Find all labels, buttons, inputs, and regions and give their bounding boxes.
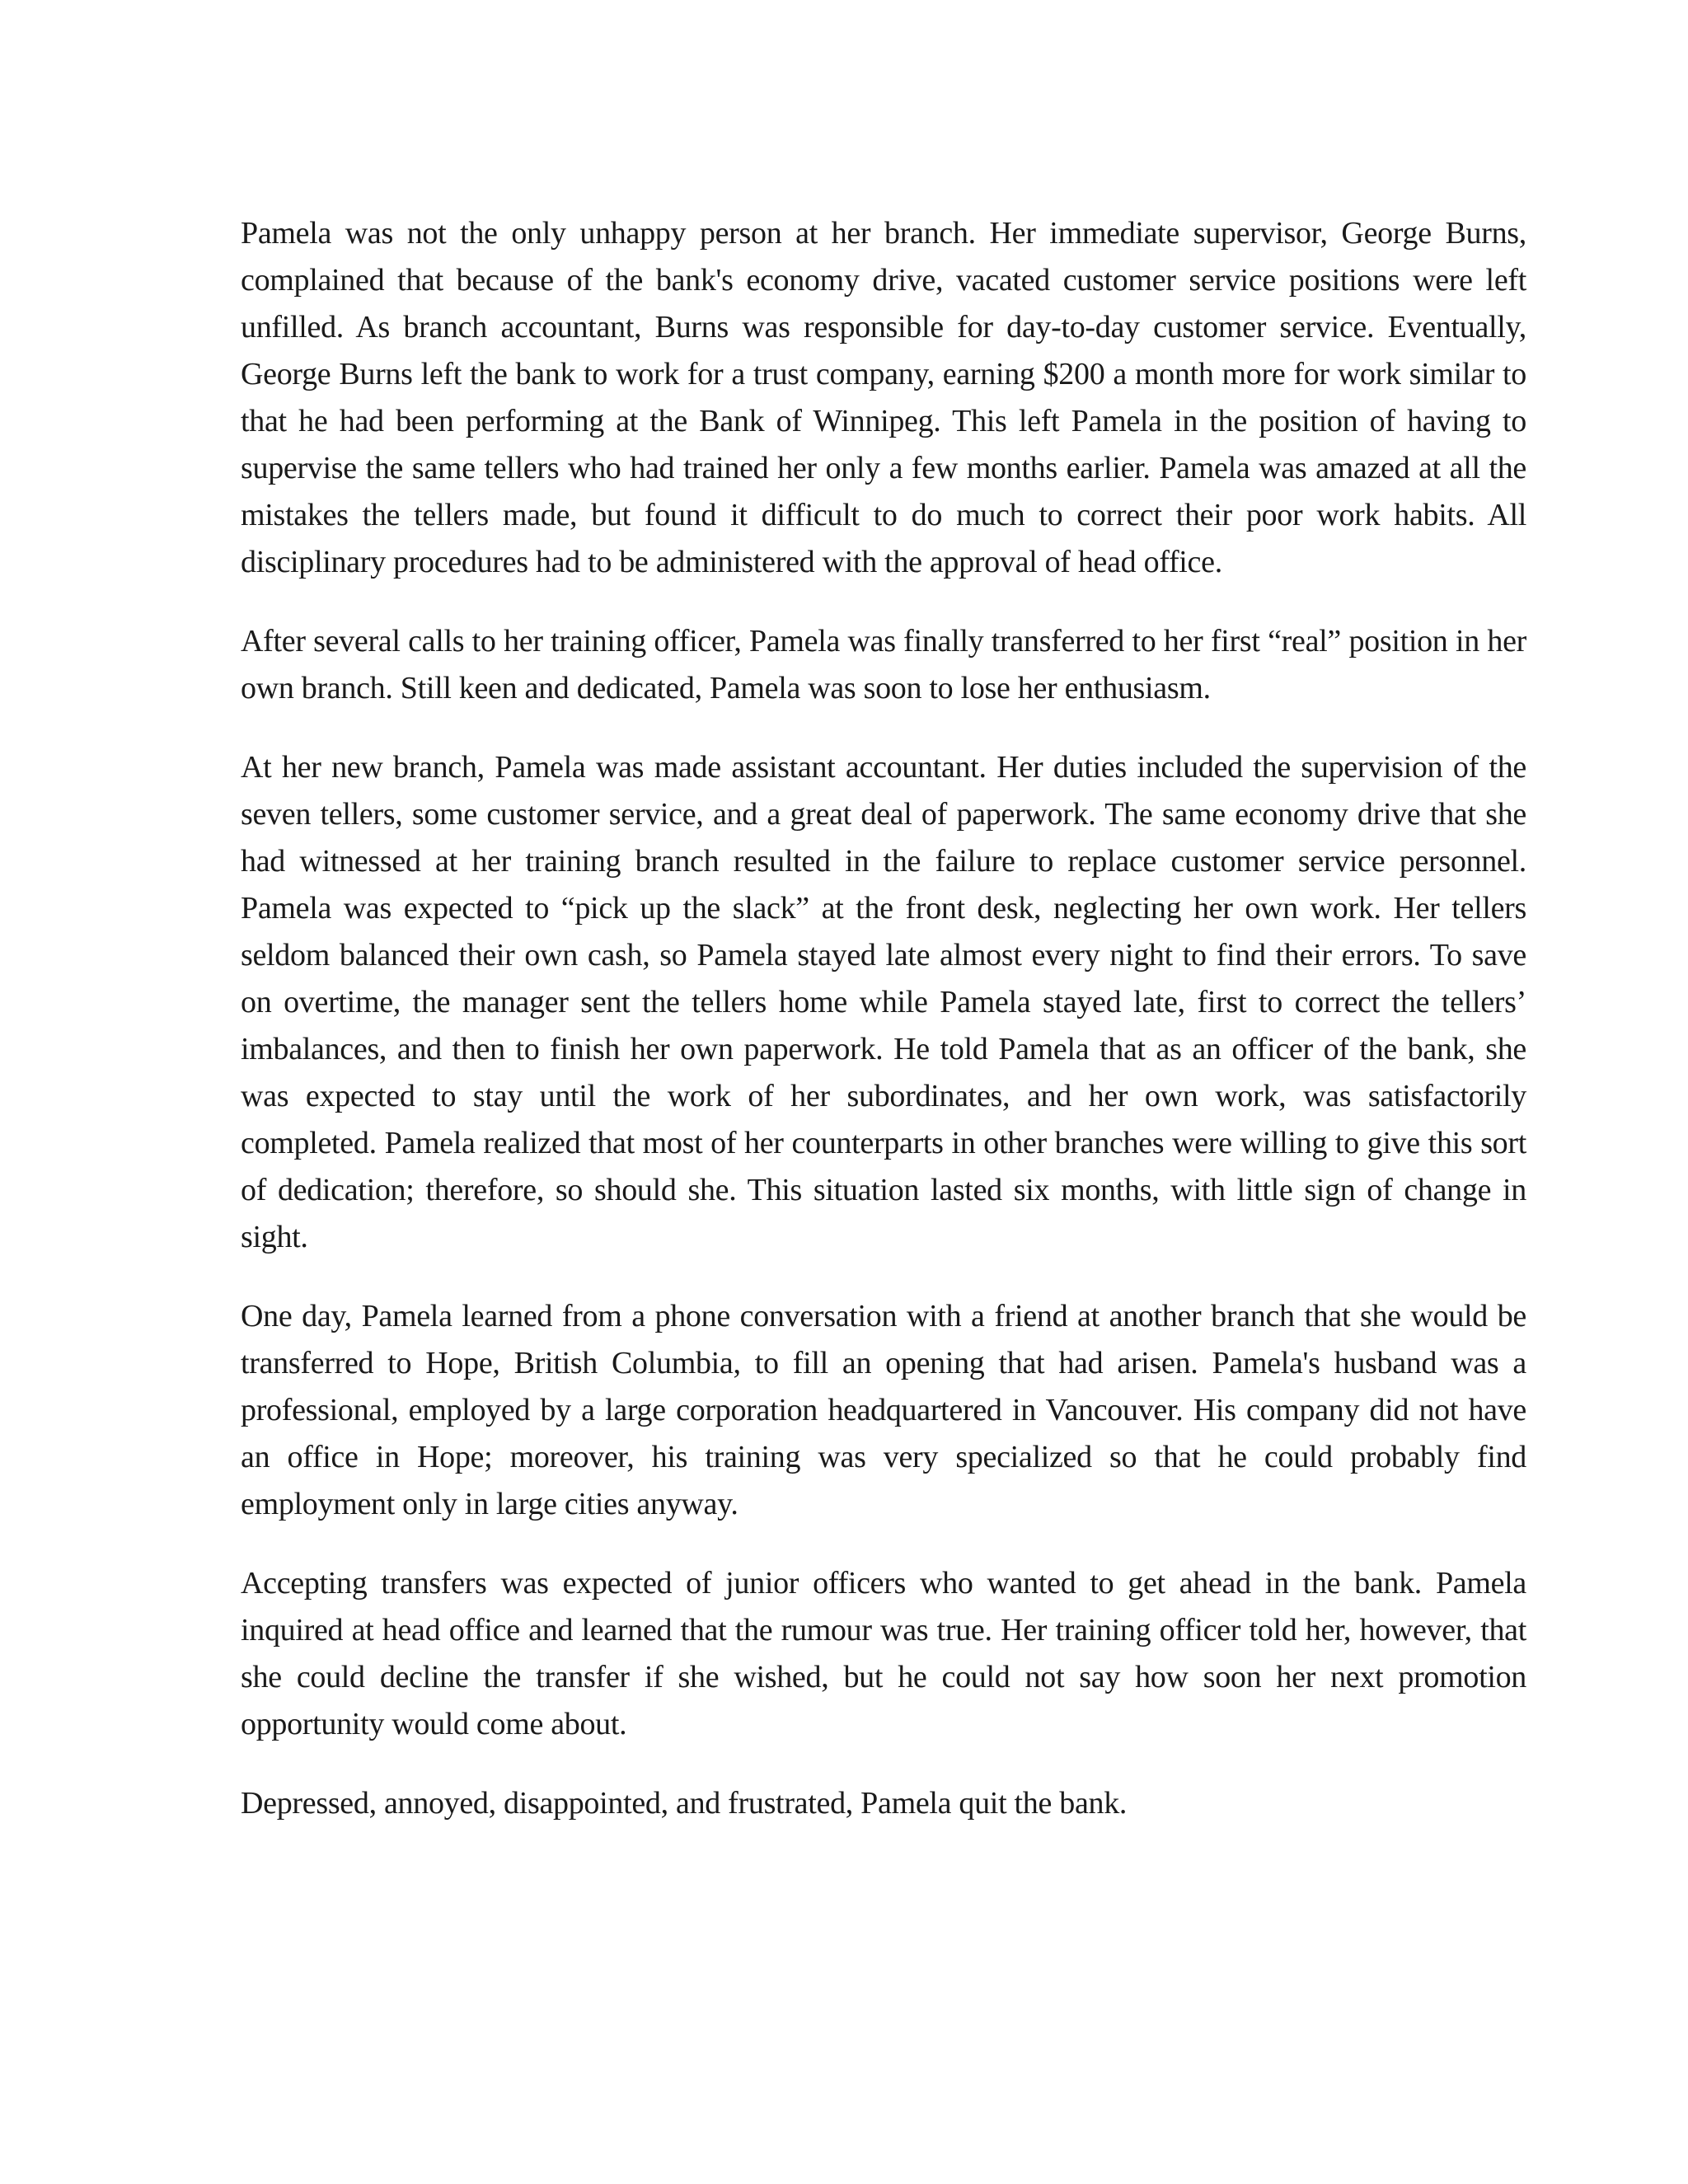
- paragraph-accepting-transfers: Accepting transfers was expected of junior officers who wanted to get ahead in the bank. Pamela inquired at head office and learned that the rumour was true. Her training officer told her, however, that she could decline the transfer if she wished, but he could not say how soon her next promotion opportunity would come about.: [241, 1566, 1526, 1741]
- paragraph-quit: Depressed, annoyed, disappointed, and frustrated, Pamela quit the bank.: [241, 1786, 1128, 1821]
- paragraph-assistant-accountant: At her new branch, Pamela was made assistant accountant. Her duties included the supervision of the seven tellers, some customer service, and a great deal of paperwork. The same economy drive that she had witnessed at her training branch resulted in the failure to replace customer service personnel. Pamela was expected to “pick up the slack” at the front desk, neglecting her own work. Her tellers seldom balanced their own cash, so Pamela stayed late almost every night to find their errors. To save on overtime, the manager sent the tellers home while Pamela stayed late, first to correct the tellers’ imbalances, and then to finish her own paperwork. He told Pamela that as an officer of the bank, she was expected to stay until the work of her subordinates, and her own work, was satisfactorily completed. Pamela realized that most of her counterparts in other branches were willing to give this sort of dedication; therefore, so should she. This situation lasted six months, with little sign of change in sight.: [241, 750, 1526, 1254]
- paragraph-transfer-first-position: After several calls to her training officer, Pamela was finally transferred to her first “real” position in her own branch. Still keen and dedicated, Pamela was soon to lose her enthusiasm.: [241, 624, 1526, 705]
- body-text: [241, 210, 1526, 1859]
- paragraph-hope-transfer: One day, Pamela learned from a phone conversation with a friend at another branch that she would be transferred to Hope, British Columbia, to fill an opening that had arisen. Pamela's husband was a professional, employed by a large corporation headquartered in Vancouver. His company did not have an office in Hope; moreover, his training was very specialized so that he could probably find employment only in large cities anyway.: [241, 1299, 1526, 1521]
- paragraph-george-burns: Pamela was not the only unhappy person at her branch. Her immediate supervisor, George Burns, complained that because of the bank's economy drive, vacated customer service positions were left unfilled. As branch accountant, Burns was responsible for day-to-day customer service. Eventually, George Burns left the bank to work for a trust company, earning $200 a month more for work similar to that he had been performing at the Bank of Winnipeg. This left Pamela in the position of having to supervise the same tellers who had trained her only a few months earlier. Pamela was amazed at all the mistakes the tellers made, but found it difficult to do much to correct their poor work habits. All disciplinary procedures had to be administered with the approval of head office.: [241, 216, 1526, 579]
